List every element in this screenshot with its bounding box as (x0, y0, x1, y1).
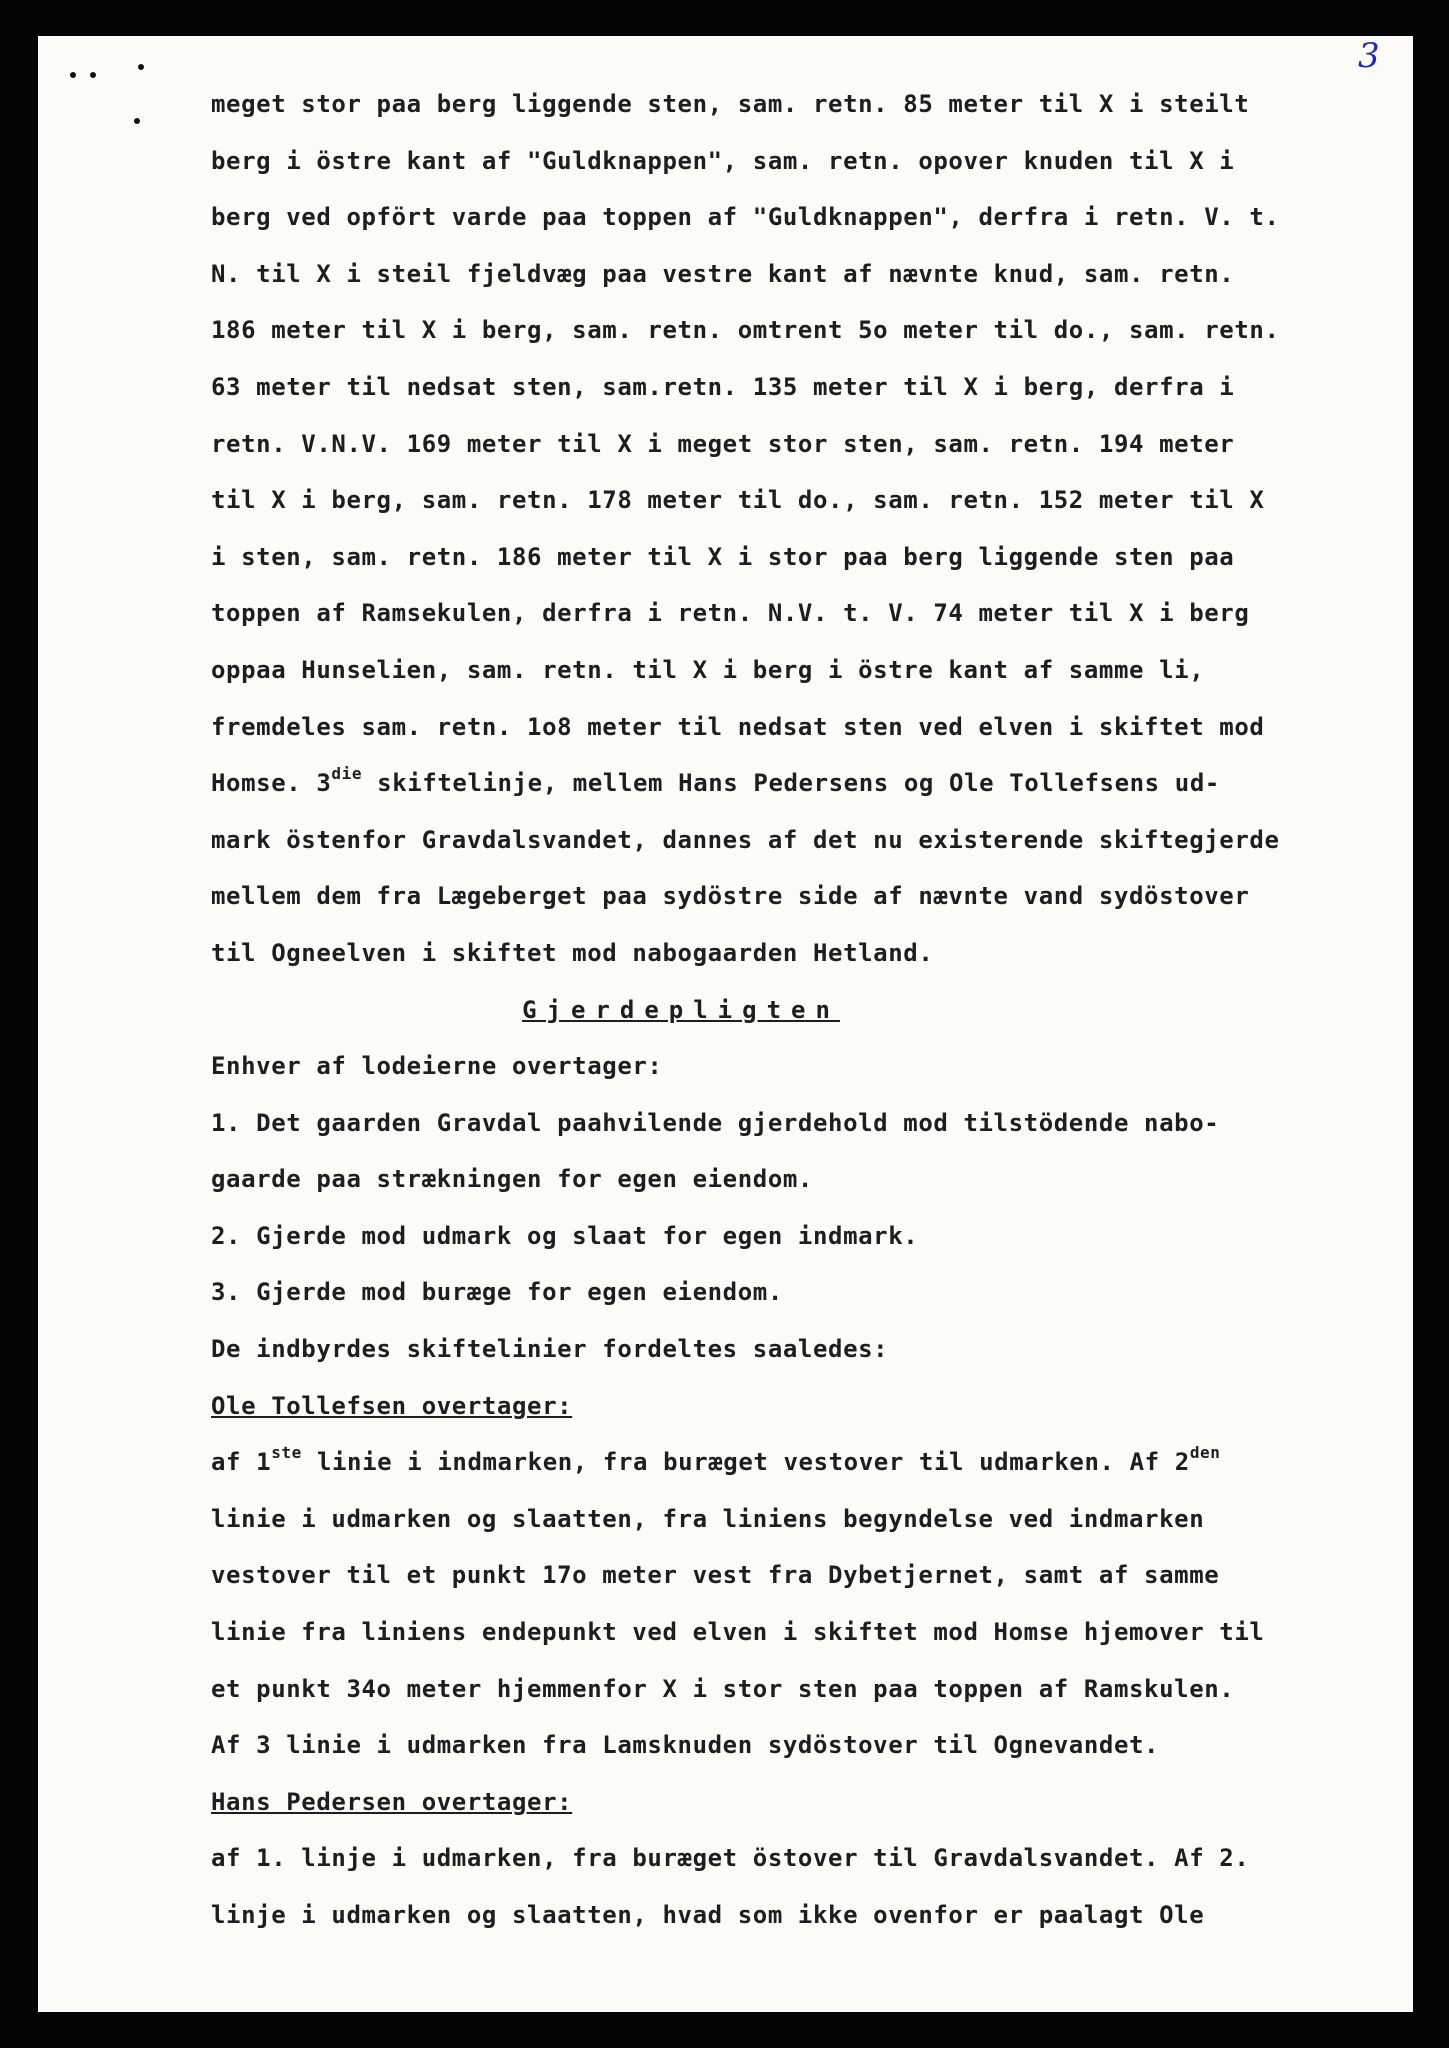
document-body (211, 76, 1411, 1944)
text-line: N. til X i steil fjeldvæg paa vestre kant af nævnte knud, sam. retn. (211, 259, 1235, 288)
text-line: 63 meter til nedsat sten, sam.retn. 135 meter til X i berg, derfra i (211, 372, 1235, 401)
text-line: mellem dem fra Lægeberget paa sydöstre side af nævnte vand sydöstover (211, 882, 1250, 911)
text-line: 186 meter til X i berg, sam. retn. omtrent 5o meter til do., sam. retn. (211, 316, 1280, 345)
section-heading: Gjerdepligten (522, 995, 840, 1024)
text-line: berg i östre kant af "Guldknappen", sam. retn. opover knuden til X i (211, 146, 1235, 175)
text-line: fremdeles sam. retn. 1o8 meter til nedsat sten ved elven i skiftet mod (211, 712, 1265, 741)
text-line: toppen af Ramsekulen, derfra i retn. N.V. t. V. 74 meter til X i berg (211, 599, 1250, 628)
text-line: oppaa Hunselien, sam. retn. til X i berg i östre kant af samme li, (211, 655, 1205, 684)
page-number: 3 (1358, 36, 1380, 76)
text-line: linie fra liniens endepunkt ved elven i skiftet mod Homse hjemover til (211, 1618, 1265, 1647)
text-line: 1. Det gaarden Gravdal paahvilende gjerdehold mod tilstödende nabo- (211, 1108, 1220, 1137)
superscript: den (1189, 1443, 1221, 1463)
document-page (38, 36, 1413, 2012)
superscript: die (331, 764, 363, 784)
superscript: ste (271, 1443, 302, 1463)
text-line: 3. Gjerde mod buræge for egen eiendom. (211, 1278, 783, 1307)
text-line: meget stor paa berg liggende sten, sam. retn. 85 meter til X i steilt (211, 90, 1250, 118)
text-line: gaarde paa strækningen for egen eiendom. (211, 1165, 813, 1194)
speck (138, 64, 144, 70)
text-line: De indbyrdes skiftelinier fordeltes saaledes: (211, 1335, 889, 1364)
text-fragment: skiftelinje, mellem Hans Pedersens og Ole Tollefsens ud- (362, 769, 1220, 798)
text-line: linie i udmarken og slaatten, fra liniens begyndelse ved indmarken (211, 1504, 1205, 1533)
text-line (211, 1434, 1411, 1491)
text-line: Af 3 linie i udmarken fra Lamsknuden sydöstover til Ognevandet. (211, 1731, 1160, 1760)
text-line: linje i udmarken og slaatten, hvad som ikke ovenfor er paalagt Ole (211, 1901, 1205, 1929)
text-fragment: Homse. 3 (211, 769, 332, 798)
ole-heading: Ole Tollefsen overtager: (211, 1391, 573, 1420)
text-line: af 1. linje i udmarken, fra buræget östover til Gravdalsvandet. Af 2. (211, 1844, 1250, 1873)
text-line: Enhver af lodeierne overtager: (211, 1052, 663, 1081)
text-line: et punkt 34o meter hjemmenfor X i stor sten paa toppen af Ramskulen. (211, 1674, 1235, 1703)
text-line: 2. Gjerde mod udmark og slaat for egen indmark. (211, 1221, 919, 1250)
hans-heading: Hans Pedersen overtager: (211, 1787, 573, 1816)
text-line: til X i berg, sam. retn. 178 meter til do., sam. retn. 152 meter til X (211, 486, 1265, 515)
text-line: vestover til et punkt 17o meter vest fra Dybetjernet, samt af samme (211, 1561, 1220, 1590)
text-fragment: linie i indmarken, fra buræget vestover til udmarken. Af 2 (301, 1448, 1190, 1477)
text-line: mark östenfor Gravdalsvandet, dannes af det nu existerende skiftegjerde (211, 825, 1280, 854)
speck (70, 72, 76, 78)
text-line: til Ogneelven i skiftet mod nabogaarden Hetland. (211, 938, 934, 967)
text-line: berg ved opfört varde paa toppen af "Guldknappen", derfra i retn. V. t. (211, 203, 1280, 232)
text-line (211, 755, 1411, 812)
speck (134, 118, 140, 124)
text-line: i sten, sam. retn. 186 meter til X i stor paa berg liggende sten paa (211, 542, 1235, 571)
text-fragment: af 1 (211, 1448, 272, 1477)
speck (90, 72, 96, 78)
text-line: retn. V.N.V. 169 meter til X i meget stor sten, sam. retn. 194 meter (211, 429, 1235, 458)
